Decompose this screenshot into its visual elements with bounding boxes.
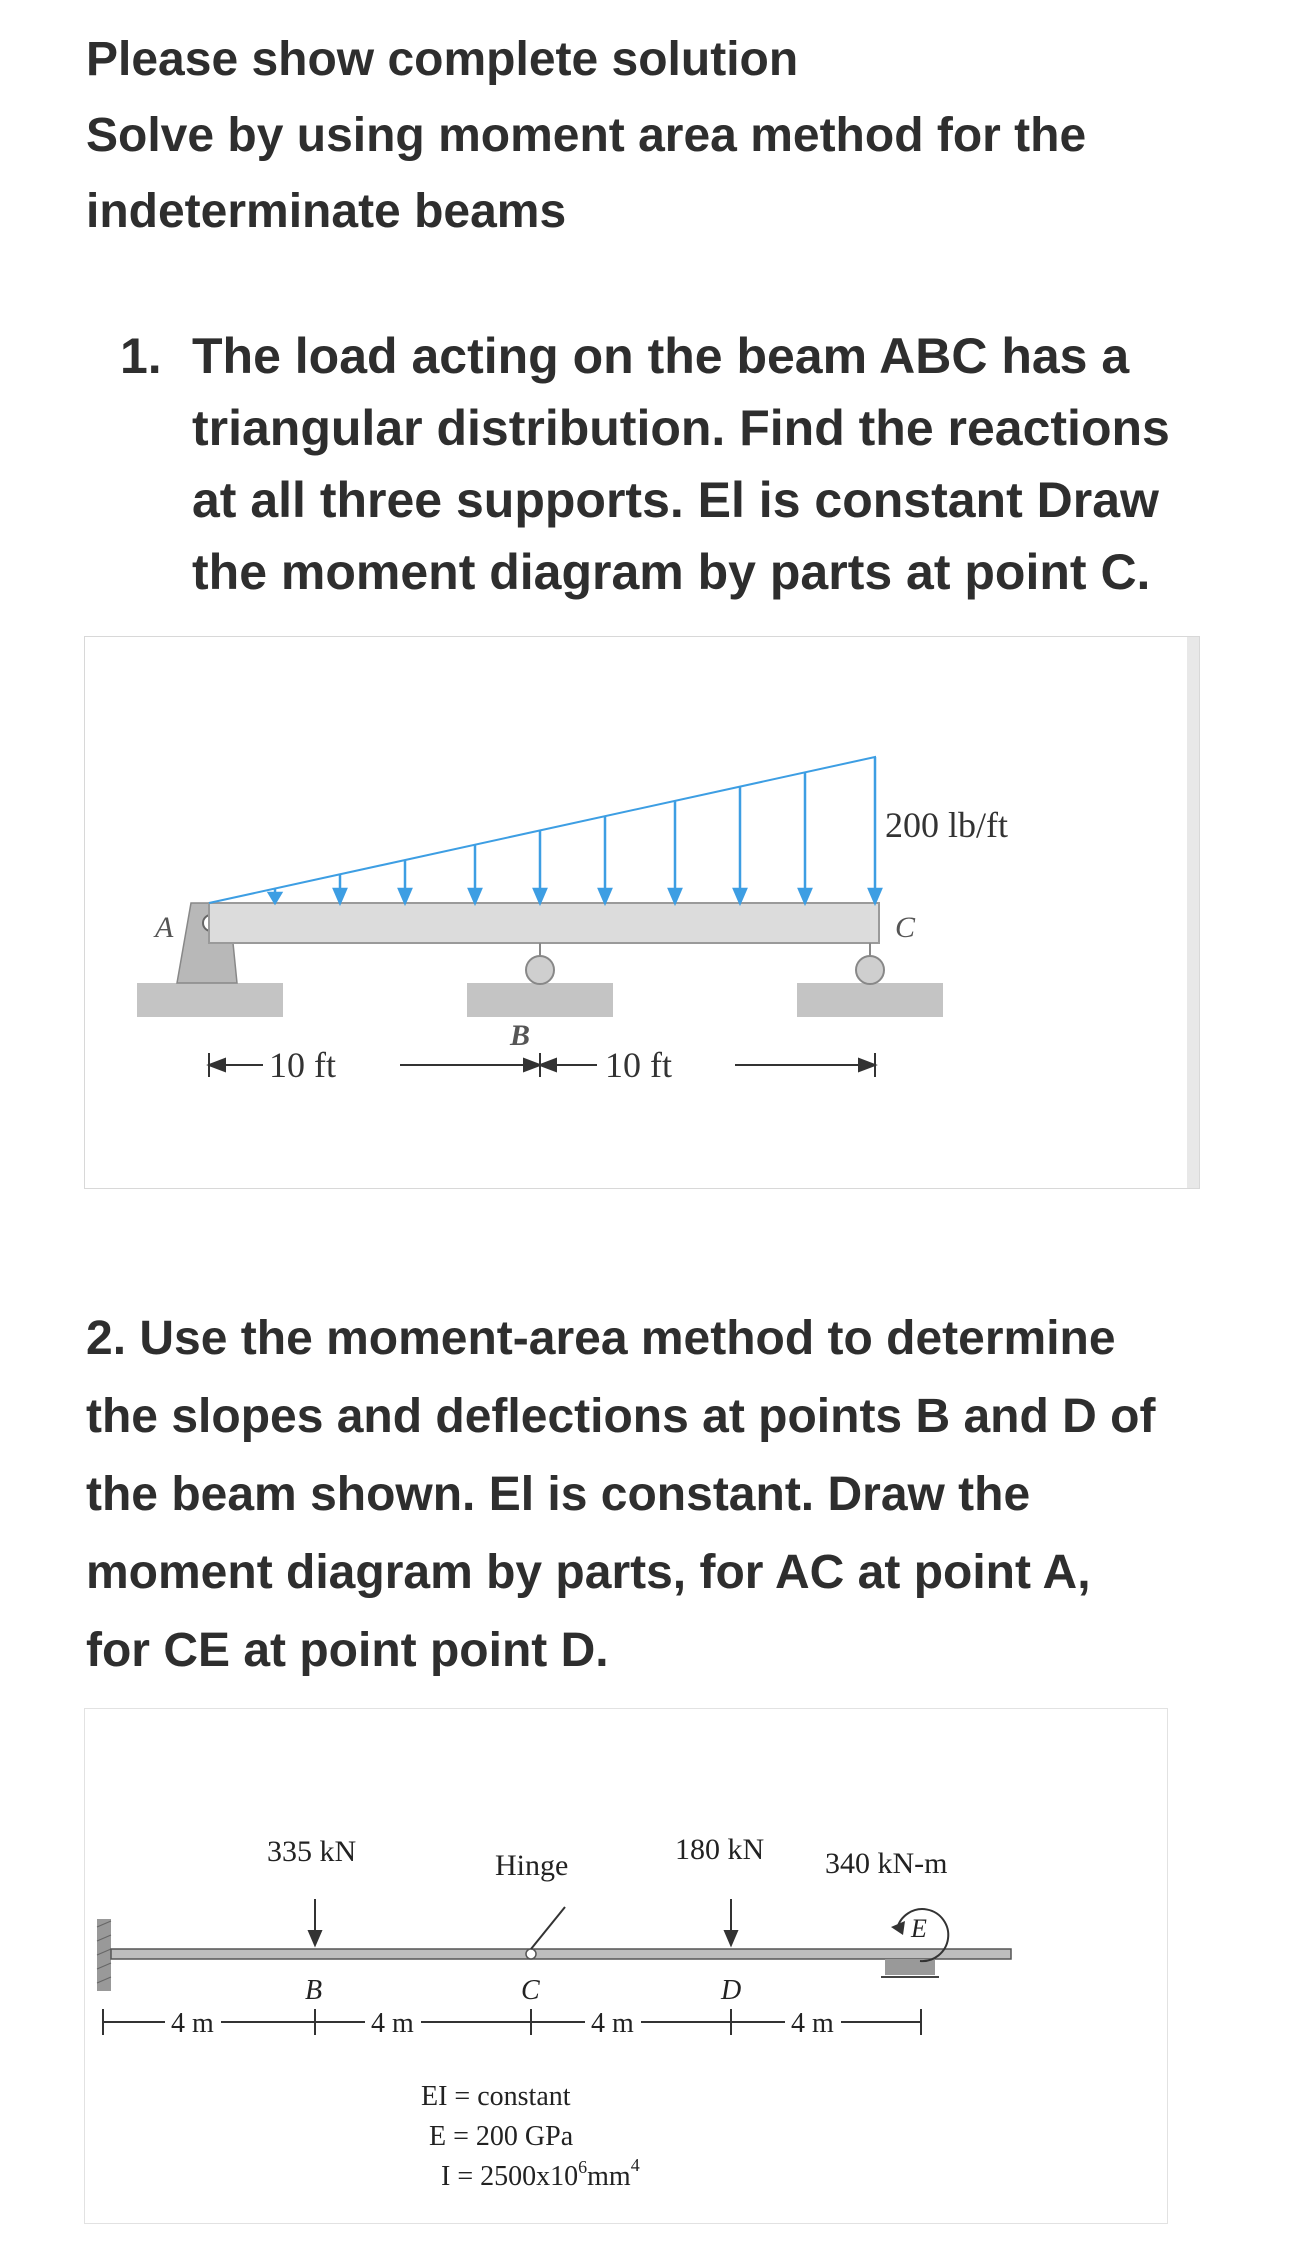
load-intensity-label: 200 lb/ft — [885, 805, 1008, 845]
question-2-line-3: the beam shown. El is constant. Draw the — [86, 1468, 1031, 1521]
label-e: E — [911, 1914, 927, 1943]
label-d: D — [721, 1975, 742, 2006]
load-arrowhead — [599, 889, 611, 903]
property-e: E = 200 GPa — [429, 2121, 574, 2152]
load-arrowhead — [734, 889, 746, 903]
load-d-label: 180 kN — [675, 1833, 765, 1866]
dimension-ab: 10 ft — [269, 1045, 336, 1085]
beam-abc — [209, 903, 879, 943]
load-arrowhead — [669, 889, 681, 903]
intro-line-1: Please show complete solution — [86, 33, 799, 86]
beam-ae — [111, 1949, 1011, 1959]
roller-b-icon — [526, 956, 554, 984]
roller-c-icon — [856, 956, 884, 984]
load-arrowhead — [469, 889, 481, 903]
figure-2-svg — [85, 1709, 1167, 2223]
load-arrowhead — [869, 889, 881, 903]
property-i-unit: mm — [587, 2161, 631, 2192]
question-2 — [86, 1300, 1236, 1690]
load-arrowhead — [269, 893, 281, 903]
property-i-exponent: 6 — [578, 2157, 588, 2177]
question-2-line-5: for CE at point point D. — [86, 1624, 609, 1677]
load-arrows — [269, 757, 881, 903]
moment-e-label: 340 kN-m — [825, 1847, 948, 1880]
intro-line-3: indeterminate beams — [86, 185, 567, 238]
load-b-label: 335 kN — [267, 1835, 357, 1868]
point-loads — [309, 1899, 737, 1945]
question-1-line-3: at all three supports. El is constant Draw — [192, 472, 1159, 528]
label-b: B — [305, 1975, 323, 2006]
question-2-line-2: the slopes and deflections at points B and D of — [86, 1390, 1156, 1443]
dimension-ab: 4 m — [171, 2008, 214, 2039]
question-1-line-2: triangular distribution. Find the reactions — [192, 400, 1170, 456]
ground-b — [467, 983, 613, 1017]
ground-c — [797, 983, 943, 1017]
property-i-unit-exponent: 4 — [630, 2155, 640, 2175]
load-arrowhead — [799, 889, 811, 903]
label-c: C — [895, 911, 916, 944]
ground-a — [137, 983, 283, 1017]
question-2-line-4: moment diagram by parts, for AC at point A, — [86, 1546, 1091, 1599]
hinge-pointer — [531, 1907, 565, 1949]
property-i-main: I = 2500x10 — [441, 2161, 579, 2192]
dimension-de: 4 m — [791, 2008, 834, 2039]
figure-2-beam-ae — [84, 1708, 1168, 2224]
intro-line-2: Solve by using moment area method for the — [86, 109, 1087, 162]
dimension-bc: 4 m — [371, 2008, 414, 2039]
hinge-label: Hinge — [495, 1849, 569, 1882]
load-arrowhead — [399, 889, 411, 903]
intro — [86, 22, 1236, 250]
figure-1-beam-abc — [84, 636, 1200, 1189]
question-1-number: 1. — [120, 328, 162, 384]
question-1-line-1: The load acting on the beam ABC has a — [192, 328, 1130, 384]
dimension-cd: 4 m — [591, 2008, 634, 2039]
question-2-line-1: 2. Use the moment-area method to determine — [86, 1312, 1116, 1365]
label-c: C — [521, 1975, 540, 2006]
label-b: B — [510, 1019, 531, 1052]
question-1-line-4: the moment diagram by parts at point C. — [192, 544, 1151, 600]
figure-1-svg — [85, 637, 1199, 1188]
property-i — [441, 2155, 640, 2192]
question-1-text — [192, 320, 1232, 608]
load-arrowhead-d — [725, 1931, 737, 1945]
label-a: A — [155, 911, 174, 944]
dimension-bc: 10 ft — [605, 1045, 672, 1085]
property-ei: EI = constant — [421, 2081, 571, 2112]
scrollbar-edge — [1187, 637, 1199, 1188]
hinge-c-icon — [526, 1949, 536, 1959]
moment-arrowhead-e — [891, 1921, 905, 1935]
load-arrowhead-b — [309, 1931, 321, 1945]
triangular-load-outline — [209, 757, 875, 903]
load-arrowhead — [334, 889, 346, 903]
load-arrowhead — [534, 889, 546, 903]
